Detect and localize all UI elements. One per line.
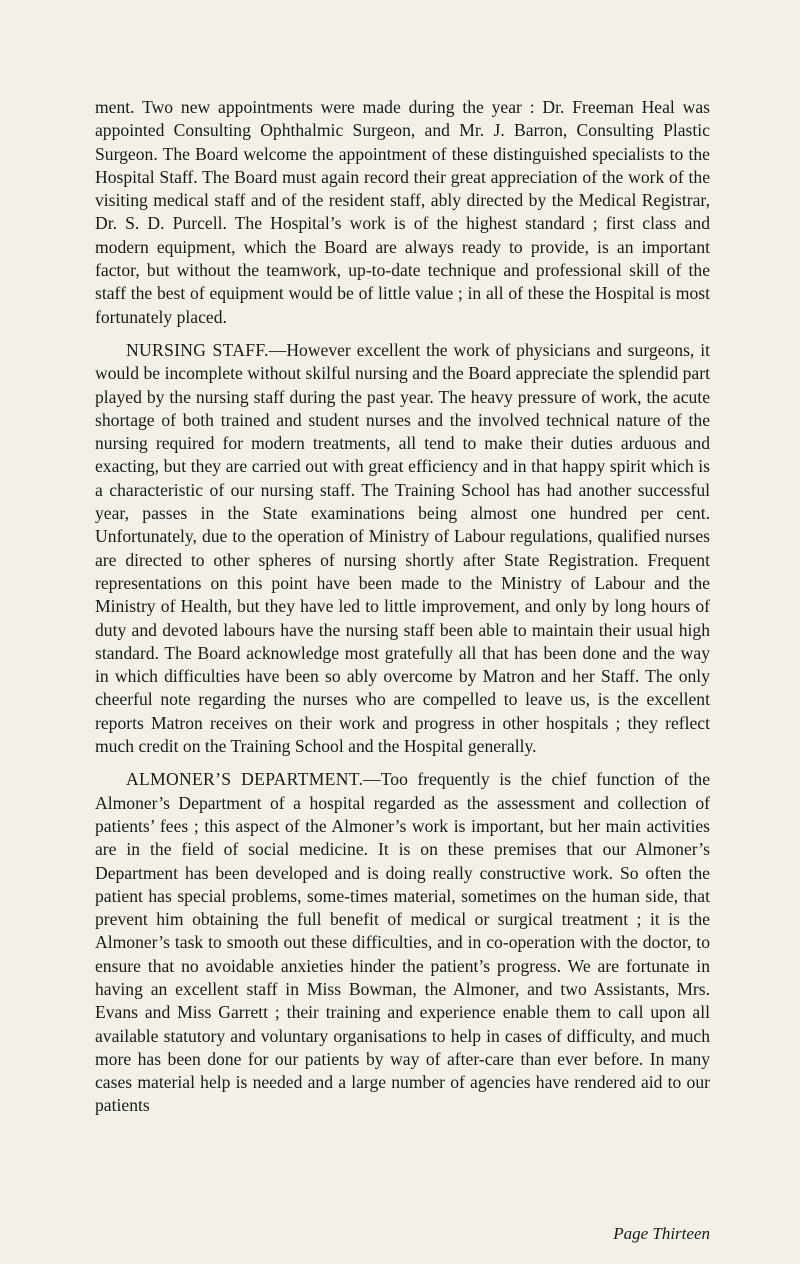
paragraph-text: —Too frequently is the chief function of the Almoner’s Department of a hospital regarded as the assessment and collection of patients’ fees ; this aspect of the Almoner’s work is important, but her main activities are in the field of social medicine. It is on these premises that our Almoner’s Department has been developed and is doing really constructive work. So often the patient has special problems, some-times material, sometimes on the human side, that prevent him obtaining the full benefit of medical or surgical treatment ; it is the Almoner’s task to smooth out these difficulties, and in co-operation with the doctor, to ensure that no avoidable anxieties hinder the patient’s progress. We are fortunate in having an excellent staff in Miss Bowman, the Almoner, and two Assistants, Mrs. Evans and Miss Garrett ; their training and experience enable them to call upon all available statutory and voluntary organisations to help in cases of difficulty, and much more has been done for our patients by way of after-care than ever before. In many cases material help is needed and a large number of agencies have rendered aid to our patients [95,769,710,1116]
section-heading-almoners-department: ALMONER’S DEPARTMENT. [126,769,364,790]
body-text [95,96,710,1128]
paragraph-text: —However excellent the work of physicians and surgeons, it would be incomplete without skilful nursing and the Board appreciate the splendid part played by the nursing staff during the past year. The heavy pressure of work, the acute shortage of both trained and student nurses and the involved technical nature of the nursing required for modern treatments, all tend to make their duties arduous and exacting, but they are carried out with great efficiency and in that happy spirit which is a characteristic of our nursing staff. The Training School has had another successful year, passes in the State examinations being almost one hundred per cent. Unfortunately, due to the operation of Ministry of Labour regulations, qualified nurses are directed to other spheres of nursing shortly after State Registration. Frequent representations on this point have been made to the Ministry of Labour and the Ministry of Health, but they have led to little improvement, and only by long hours of duty and devoted labours have the nursing staff been able to maintain their usual high standard. The Board acknowledge most gratefully all that has been done and the way in which difficulties have been so ably overcome by Matron and her Staff. The only cheerful note regarding the nurses who are compelled to leave us, is the excellent reports Matron receives on their work and progress in other hospitals ; they reflect much credit on the Training School and the Hospital generally. [95,339,711,757]
paragraph-continuation [95,96,710,329]
section-heading-nursing-staff: NURSING STAFF. [126,339,269,360]
paragraph-nursing-staff [95,339,710,758]
page-number-footer: Page Thirteen [613,1224,710,1243]
paragraph-almoners-department [95,768,710,1117]
paragraph-text: ment. Two new appointments were made during the year : Dr. Freeman Heal was appointed Consulting Ophthalmic Surgeon, and Mr. J. Barron, Consulting Plastic Surgeon. The Board welcome the appointment of these distinguished specialists to the Hospital Staff. The Board must again record their great appreciation of the work of the visiting medical staff and of the resident staff, ably directed by the Medical Registrar, Dr. S. D. Purcell. The Hospital’s work is of the highest standard ; first class and modern equipment, which the Board are always ready to provide, is an important factor, but without the teamwork, up-to-date technique and professional skill of the staff the best of equipment would be of little value ; in all of these the Hospital is most fortunately placed. [95,97,710,327]
